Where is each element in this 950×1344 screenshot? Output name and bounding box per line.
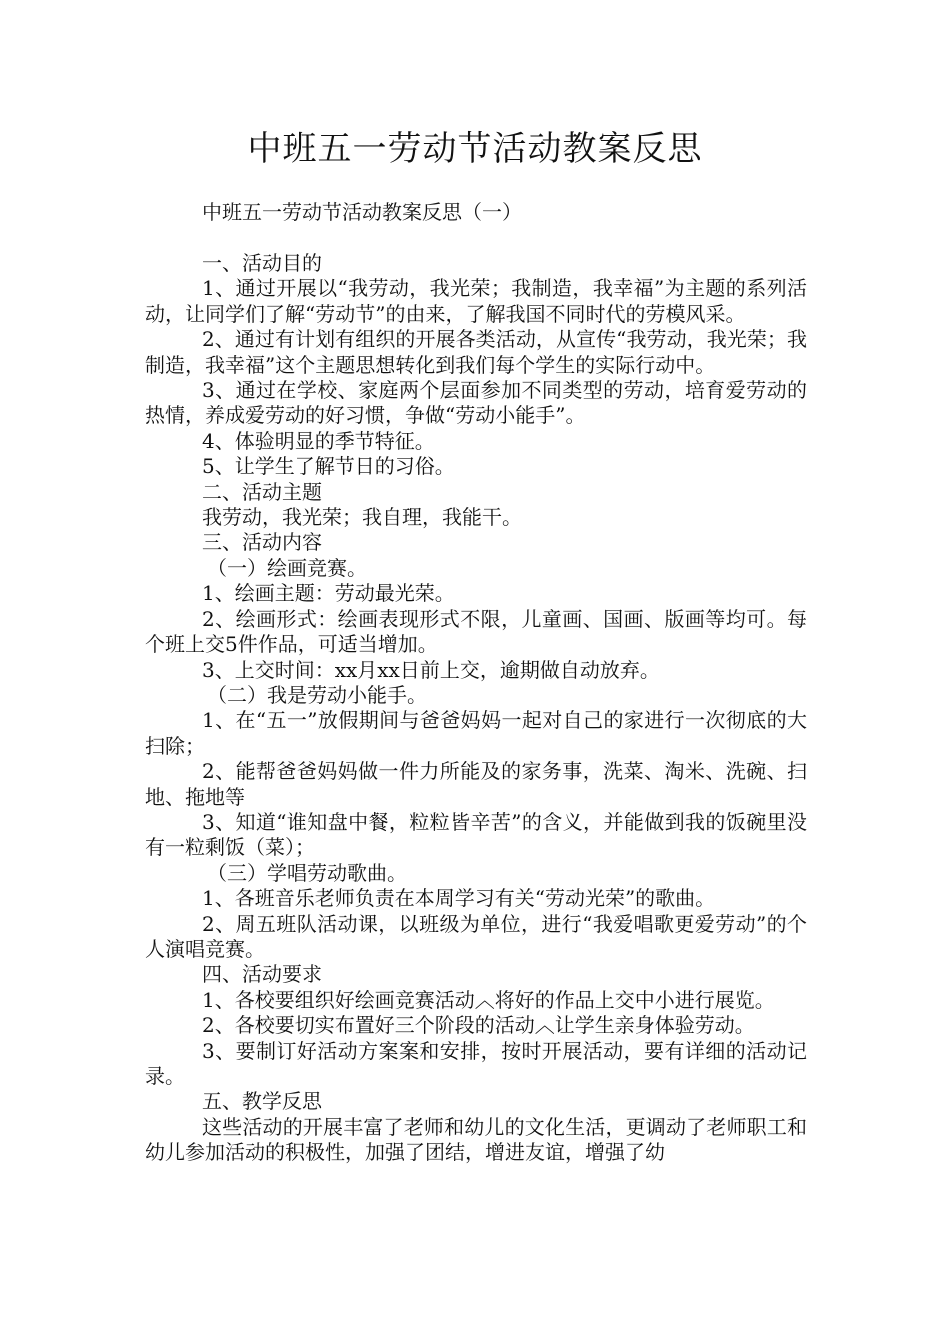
paragraph: 3、知道“谁知盘中餐，粒粒皆辛苦”的含义，并能做到我的饭碗里没有一粒剩饭（菜）； [145,809,807,860]
paragraph: 4、体验明显的季节特征。 [202,428,435,453]
paragraph: 这些活动的开展丰富了老师和幼儿的文化生活，更调动了老师职工和幼儿参加活动的积极性，加强了团结，增进友谊，增强了幼 [145,1114,807,1165]
document-subtitle: 中班五一劳动节活动教案反思（一） [202,200,522,224]
paragraph: 1、通过开展以“我劳动，我光荣；我制造，我幸福”为主题的系列活动，让同学们了解“劳动节”的由来，了解我国不同时代的劳模风采。 [145,276,807,326]
subsection-heading: （三）学唱劳动歌曲。 [207,860,407,885]
paragraph: 2、能帮爸爸妈妈做一件力所能及的家务事，洗菜、淘米、洗碗、扫地、拖地等 [145,759,807,809]
document-title: 中班五一劳动节活动教案反思 [247,129,703,169]
section-heading: 二、活动主题 [202,479,322,504]
paragraph: 2、绘画形式：绘画表现形式不限，儿童画、国画、版画等均可。每个班上交5件作品，可适当增加。 [145,606,807,657]
paragraph: 3、通过在学校、家庭两个层面参加不同类型的劳动，培育爱劳动的热情，养成爱劳动的好习惯，争做“劳动小能手”。 [145,378,807,428]
paragraph: 1、各班音乐老师负责在本周学习有关“劳动光荣”的歌曲。 [202,886,716,911]
paragraph: 2、通过有计划有组织的开展各类活动，从宣传“我劳动，我光荣；我制造，我幸福”这个主题思想转化到我们每个学生的实际行动中。 [145,327,807,377]
section-heading: 四、活动要求 [202,962,322,987]
subsection-heading: （二）我是劳动小能手。 [207,682,427,707]
section-heading: 一、活动目的 [202,251,322,275]
paragraph: 2、周五班队活动课，以班级为单位，进行“我爱唱歌更爱劳动”的个人演唱竞赛。 [145,911,807,961]
paragraph: 3、上交时间：xx月xx日前上交，逾期做自动放弃。 [202,657,660,682]
paragraph: 2、各校要切实布置好三个阶段的活动︿让学生亲身体验劳动。 [202,1013,755,1038]
document-body [145,251,807,1166]
paragraph: 1、绘画主题：劳动最光荣。 [202,581,455,606]
paragraph: 3、要制订好活动方案案和安排，按时开展活动，要有详细的活动记录。 [145,1038,807,1088]
paragraph: 1、在“五一”放假期间与爸爸妈妈一起对自己的家进行一次彻底的大扫除； [145,708,807,758]
section-heading: 五、教学反思 [202,1089,322,1114]
section-heading: 三、活动内容 [202,530,322,555]
paragraph: 1、各校要组织好绘画竞赛活动︿将好的作品上交中小进行展览。 [202,987,775,1012]
paragraph: 我劳动，我光荣；我自理，我能干。 [202,505,522,530]
subsection-heading: （一）绘画竞赛。 [207,555,367,580]
paragraph: 5、让学生了解节日的习俗。 [202,454,455,479]
